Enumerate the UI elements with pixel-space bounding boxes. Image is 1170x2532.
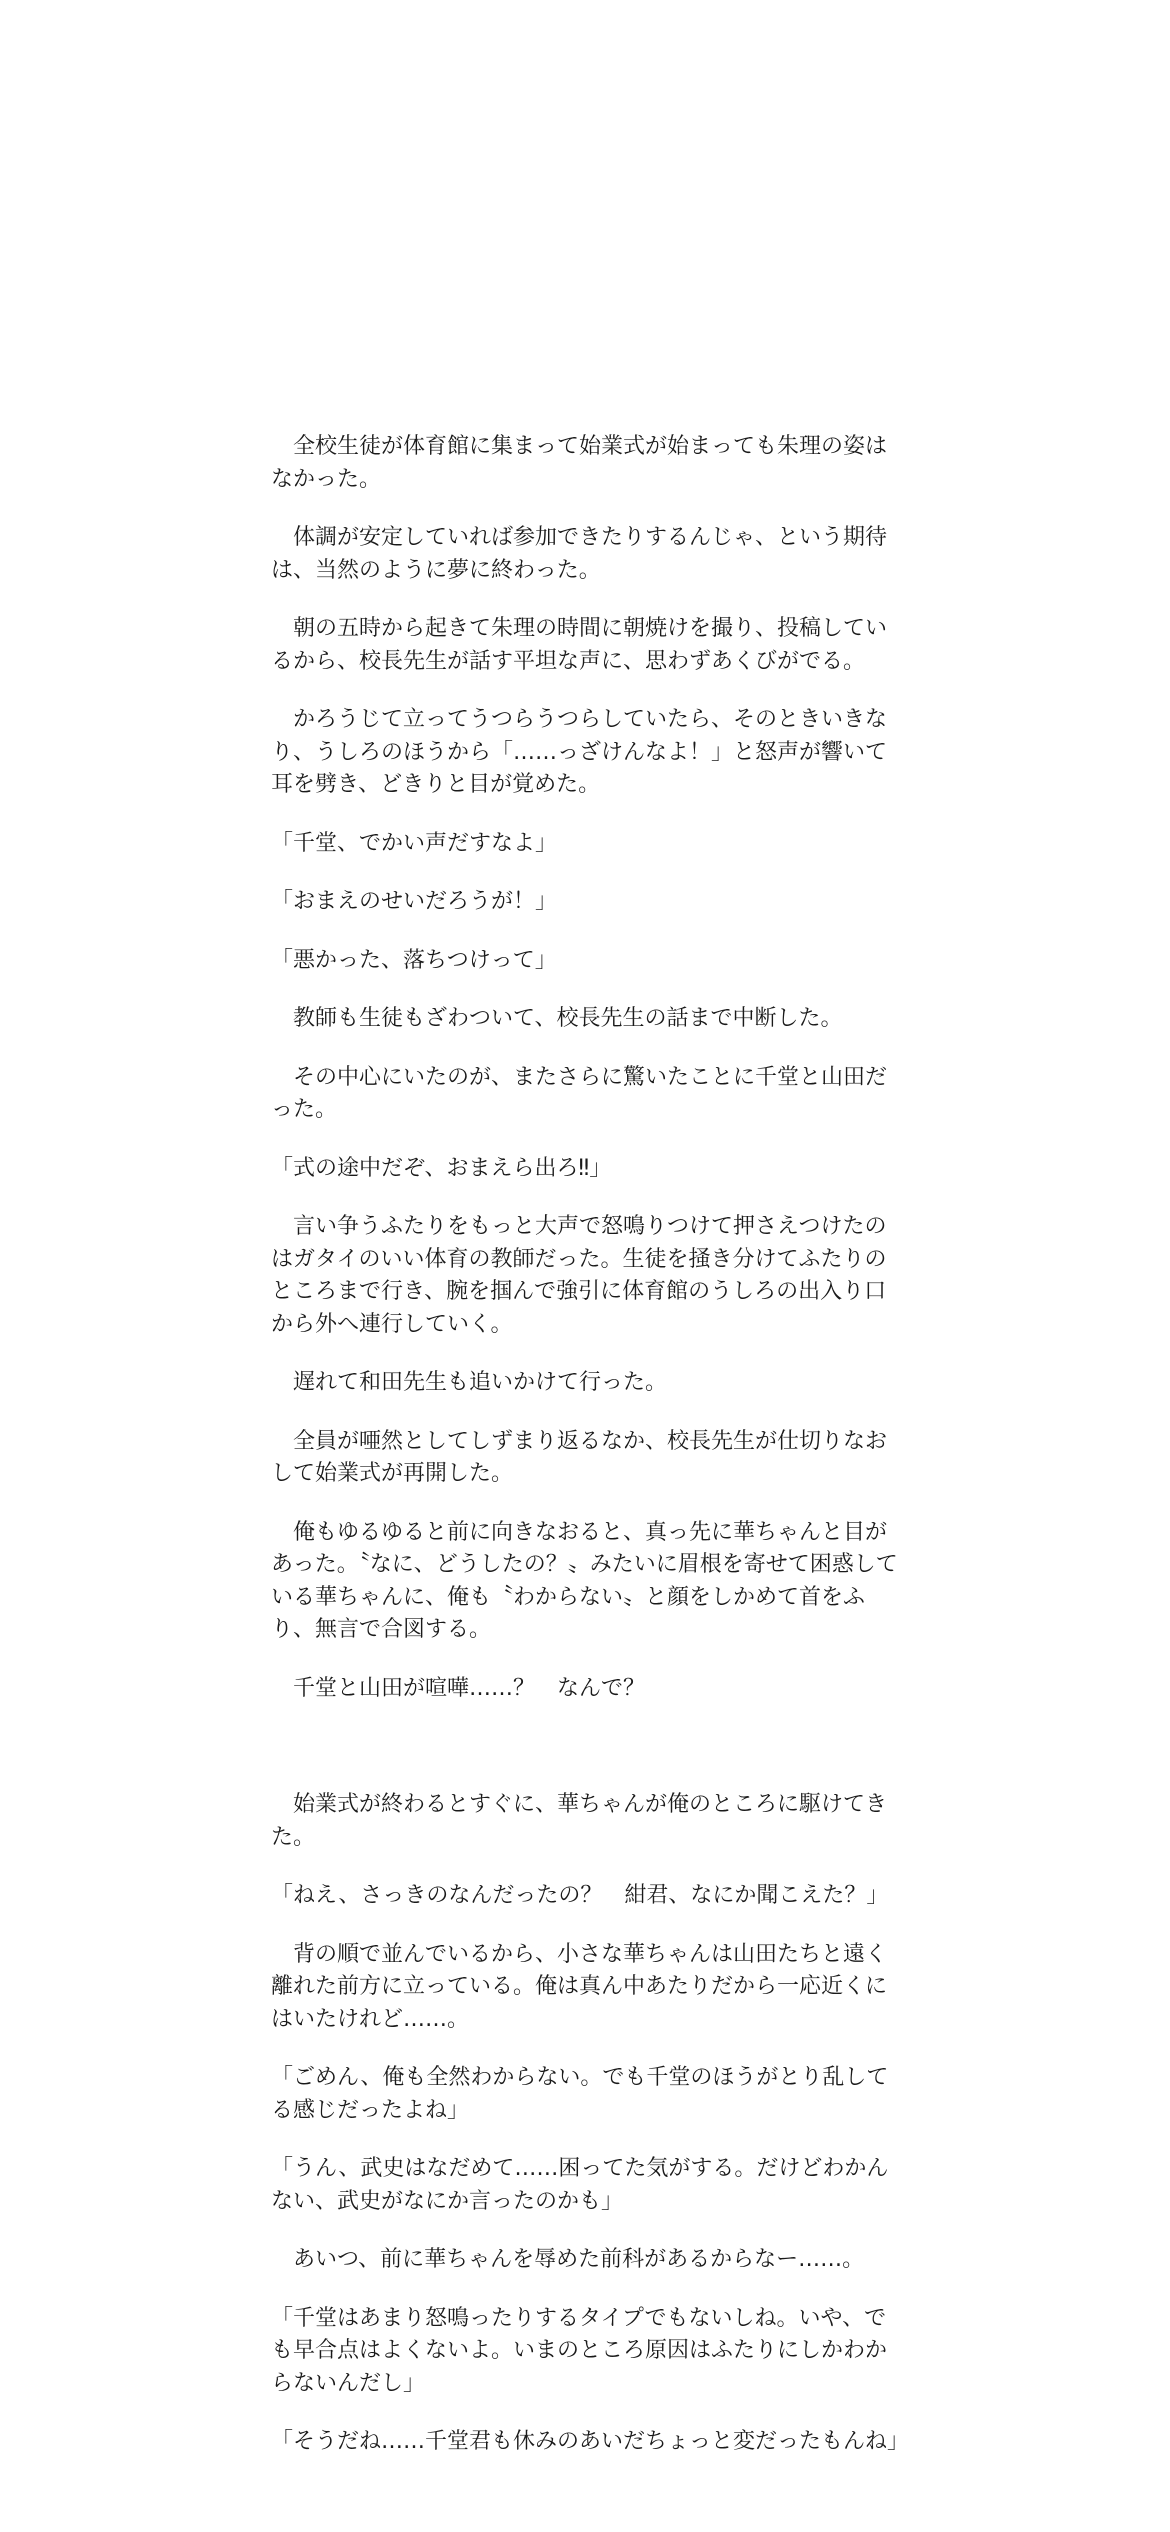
paragraph: 教師も生徒もざわついて、校長先生の話まで中断した。 [271,1006,843,1031]
dialogue-line: 「そうだね……千堂君も休みのあいだちょっと変だったもんね」 [271,2429,910,2454]
paragraph: 俺もゆるゆると前に向きなおると、真っ先に華ちゃんと目があった。〝なに、どうしたの？〟みたいに眉根を寄せて困惑している華ちゃんに、俺も〝わからない〟と顔をしかめて首をふり、無言で合図する。 [271,1519,898,1642]
paragraph: 全校生徒が体育館に集まって始業式が始まっても朱理の姿はなかった。 [271,434,888,492]
paragraph: あいつ、前に華ちゃんを辱めた前科があるからなー……。 [271,2247,865,2272]
paragraph: 全員が唖然としてしずまり返るなか、校長先生が仕切りなおして始業式が再開した。 [271,1428,888,1486]
paragraph: 千堂と山田が喧嘩……？ なんで？ [271,1675,646,1701]
paragraph: 遅れて和田先生も追いかけて行った。 [271,1370,668,1395]
paragraph: その中心にいたのが、またさらに驚いたことに千堂と山田だった。 [271,1064,888,1122]
paragraph: 言い争うふたりをもっと大声で怒鳴りつけて押さえつけたのはガタイのいい体育の教師だった。生徒を掻き分けてふたりのところまで行き、腕を掴んで強引に体育館のうしろの出入り口から外へ連行していく。 [271,1214,887,1337]
dialogue-line: 「ねえ、さっきのなんだったの？ 紺君、なにか聞こえた？」 [271,1883,889,1908]
dialogue-line: 「ごめん、俺も全然わからない。でも千堂のほうがとり乱してる感じだったよね」 [271,2065,889,2123]
paragraph: 朝の五時から起きて朱理の時間に朝焼けを撮り、投稿しているから、校長先生が話す平坦な声に、思わずあくびがでる。 [271,616,888,674]
dialogue-line: 「千堂、でかい声だすなよ」 [271,830,558,856]
paragraph: かろうじて立ってうつらうつらしていたら、そのときいきなり、うしろのほうから「……っざけんなよ！」と怒声が響いて耳を劈き、どきりと目が覚めた。 [271,707,888,797]
paragraph: 体調が安定していれば参加できたりするんじゃ、という期待は、当然のように夢に終わった。 [271,525,888,583]
story-text [271,431,910,2485]
dialogue-line: 「式の途中だぞ、おまえら出ろ‼」 [271,1155,612,1181]
paragraph: 始業式が終わるとすぐに、華ちゃんが俺のところに駆けてきた。 [271,1792,888,1850]
dialogue-line: 「うん、武史はなだめて……困ってた気がする。だけどわかんない、武史がなにか言ったのかも」 [271,2156,889,2214]
dialogue-line: 「悪かった、落ちつけって」 [271,947,557,973]
scene-break [271,1731,901,1789]
dialogue-line: 「千堂はあまり怒鳴ったりするタイプでもないしね。いや、でも早合点はよくないよ。いまのところ原因はふたりにしかわからないんだし」 [271,2305,888,2396]
dialogue-line: 「おまえのせいだろうが！」 [271,889,558,914]
paragraph: 背の順で並んでいるから、小さな華ちゃんは山田たちと遠く離れた前方に立っている。俺は真ん中あたりだから一応近くにはいたけれど……。 [271,1941,888,2032]
